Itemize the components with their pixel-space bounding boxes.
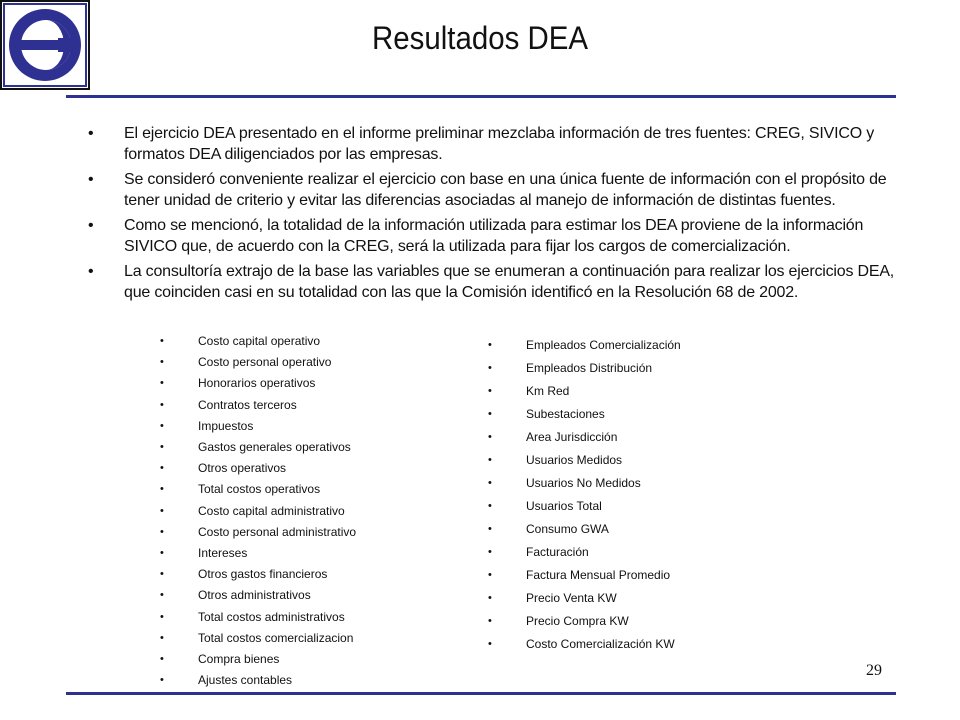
list-item [488, 518, 788, 541]
variable-label: Otros gastos financieros [198, 567, 328, 582]
list-item [88, 124, 898, 165]
list-item [488, 610, 788, 633]
bullet-icon: • [160, 674, 164, 687]
bottom-divider [66, 692, 896, 695]
page-number: 29 [866, 662, 882, 679]
variable-label: Costo Comercialización KW [526, 637, 675, 651]
variable-label: Costo capital administrativo [198, 503, 345, 518]
list-item [160, 585, 460, 606]
bullet-icon: • [160, 568, 164, 581]
variable-label: Total costos comercializacion [198, 630, 354, 645]
variable-label: Empleados Distribución [526, 361, 653, 375]
list-item [160, 543, 460, 564]
list-item [88, 216, 898, 257]
bullet-icon: • [88, 171, 94, 188]
bullet-icon: • [488, 408, 492, 420]
variable-label: Contratos terceros [198, 397, 297, 412]
bullet-icon: • [488, 454, 492, 466]
variable-label: Consumo GWA [526, 522, 609, 536]
bullet-icon: • [488, 523, 492, 535]
bullet-icon: • [488, 638, 492, 650]
bullet-icon: • [488, 592, 492, 604]
bullet-icon: • [488, 339, 492, 351]
bullet-icon: • [88, 125, 94, 142]
list-item [160, 331, 460, 352]
list-item [88, 170, 898, 211]
operational-variables-list [488, 334, 788, 656]
main-bullet-list [88, 124, 898, 308]
variable-label: Subestaciones [526, 407, 605, 421]
list-item [488, 357, 788, 380]
bullet-text: Se consideró conveniente realizar el ejercicio con base en una única fuente de información con el propósito de tener unidad de criterio y evitar las diferencias asociadas al manejo de información de distintas fuentes. [124, 171, 887, 209]
bullet-icon: • [160, 419, 164, 432]
bullet-icon: • [488, 546, 492, 558]
variable-label: Costo personal operativo [198, 355, 332, 370]
variable-label: Area Jurisdicción [526, 430, 618, 444]
variable-label: Impuestos [198, 418, 254, 433]
bullet-icon: • [160, 525, 164, 538]
bullet-icon: • [160, 356, 164, 369]
list-item [488, 380, 788, 403]
list-item [88, 262, 898, 303]
variable-label: Ajustes contables [198, 673, 293, 688]
bullet-icon: • [488, 385, 492, 397]
variable-label: Factura Mensual Promedio [526, 568, 671, 582]
variable-label: Usuarios Medidos [526, 453, 623, 467]
variable-label: Costo personal administrativo [198, 524, 357, 539]
list-item [488, 426, 788, 449]
bullet-icon: • [488, 477, 492, 489]
bullet-icon: • [488, 615, 492, 627]
bullet-icon: • [160, 631, 164, 644]
list-item [488, 472, 788, 495]
cost-variables-list [160, 331, 460, 691]
variable-label: Gastos generales operativos [198, 440, 351, 455]
bullet-icon: • [160, 441, 164, 454]
list-item [488, 495, 788, 518]
list-item [160, 522, 460, 543]
variable-label: Honorarios operativos [198, 376, 316, 391]
variable-label: Total costos administrativos [198, 609, 345, 624]
variable-label: Otros operativos [198, 461, 287, 476]
list-item [160, 564, 460, 585]
list-item [160, 458, 460, 479]
list-item [160, 628, 460, 649]
list-item [488, 403, 788, 426]
list-item [160, 395, 460, 416]
bullet-icon: • [160, 504, 164, 517]
bullet-icon: • [488, 569, 492, 581]
bullet-icon: • [488, 500, 492, 512]
list-item [160, 670, 460, 691]
list-item [488, 541, 788, 564]
variable-label: Usuarios No Medidos [526, 476, 641, 490]
bullet-text: La consultoría extrajo de la base las variables que se enumeran a continuación para realizar los ejercicios DEA, que coinciden casi en su totalidad con las que la Comisión identificó en la Resolución 68 de 2002. [124, 263, 895, 301]
bullet-icon: • [488, 431, 492, 443]
list-item [160, 649, 460, 670]
variable-label: Facturación [526, 545, 589, 559]
bullet-icon: • [160, 398, 164, 411]
variable-label: Empleados Comercialización [526, 338, 681, 352]
bullet-icon: • [160, 653, 164, 666]
bullet-icon: • [160, 610, 164, 623]
variable-label: Compra bienes [198, 652, 280, 667]
list-item [488, 633, 788, 656]
variable-label: Precio Compra KW [526, 614, 629, 628]
variable-label: Usuarios Total [526, 499, 602, 513]
bullet-icon: • [88, 217, 94, 234]
bullet-icon: • [488, 362, 492, 374]
bullet-icon: • [160, 483, 164, 496]
bullet-icon: • [160, 547, 164, 560]
variable-label: Otros administrativos [198, 588, 311, 603]
variable-label: Costo capital operativo [198, 334, 321, 348]
list-item [160, 479, 460, 500]
bullet-icon: • [160, 335, 164, 347]
list-item [488, 564, 788, 587]
list-item [160, 437, 460, 458]
list-item [488, 334, 788, 357]
bullet-icon: • [160, 589, 164, 602]
list-item [488, 449, 788, 472]
page-title: Resultados DEA [372, 20, 588, 56]
list-item [160, 373, 460, 394]
top-divider [66, 95, 896, 98]
bullet-icon: • [160, 377, 164, 390]
bullet-icon: • [88, 263, 94, 280]
variable-label: Precio Venta KW [526, 591, 617, 605]
variable-label: Km Red [526, 384, 570, 398]
list-item [160, 607, 460, 628]
bullet-text: El ejercicio DEA presentado en el informe preliminar mezclaba información de tres fuentes: CREG, SIVICO y formatos DEA diligenciados por las empresas. [124, 125, 875, 163]
variable-label: Intereses [198, 546, 248, 561]
list-item [488, 587, 788, 610]
list-item [160, 501, 460, 522]
list-item [160, 352, 460, 373]
bullet-icon: • [160, 462, 164, 475]
bullet-text: Como se mencionó, la totalidad de la información utilizada para estimar los DEA proviene de la información SIVICO que, de acuerdo con la CREG, será la utilizada para fijar los cargos de comercialización. [124, 217, 864, 255]
list-item [160, 416, 460, 437]
variable-label: Total costos operativos [198, 482, 321, 497]
